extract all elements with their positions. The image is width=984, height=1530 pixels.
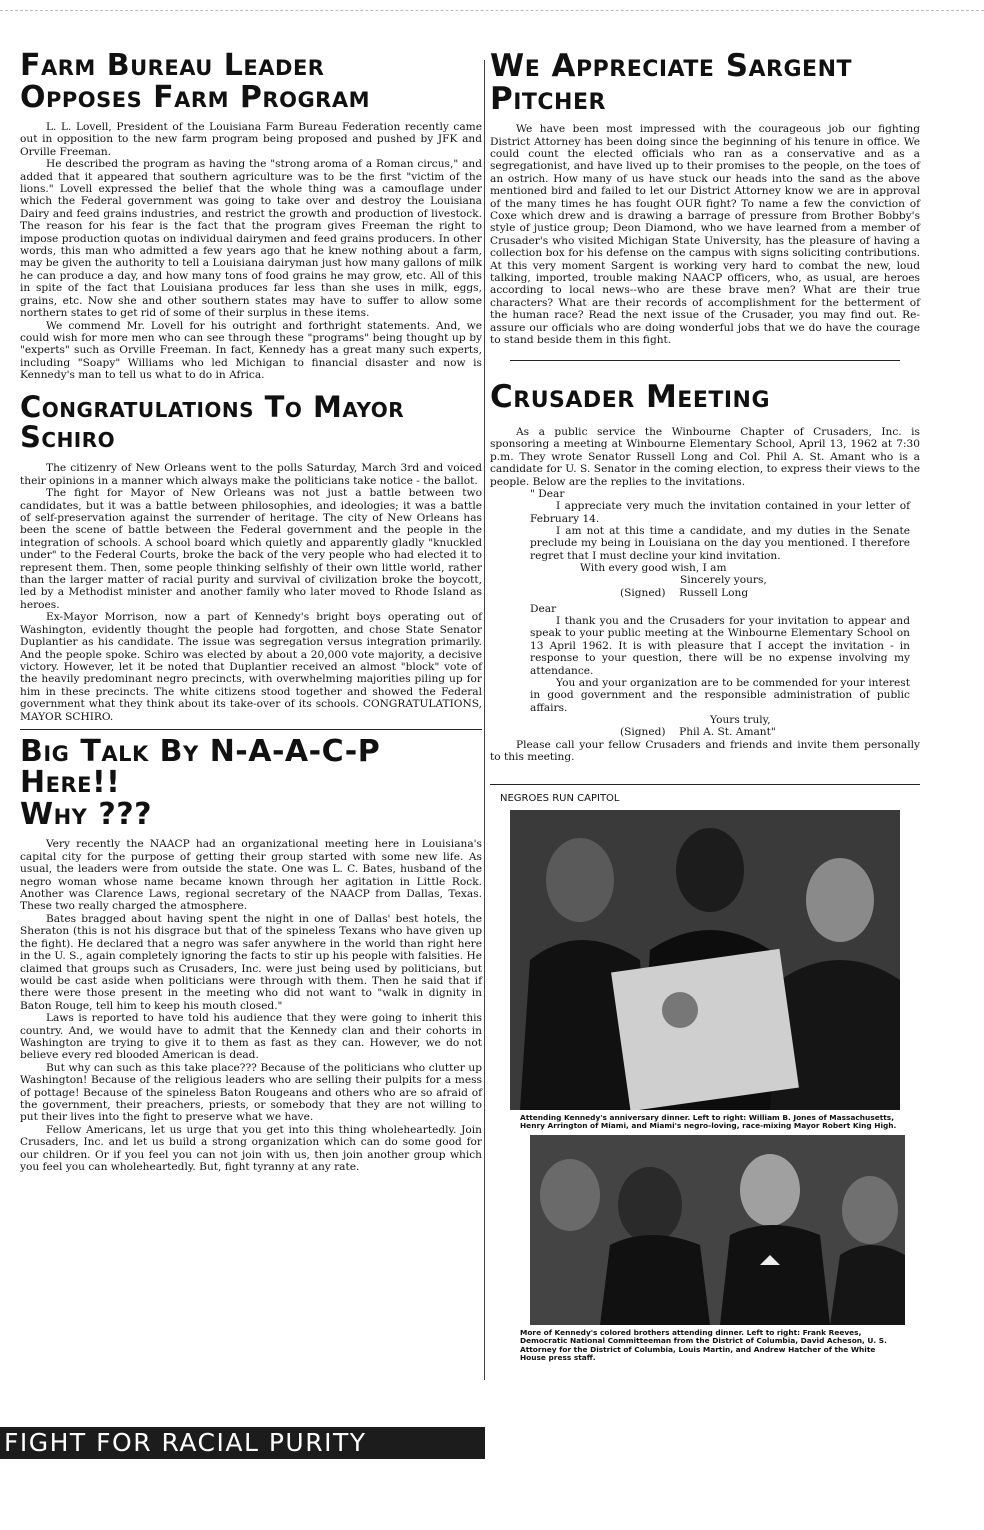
photo-caption-1: Attending Kennedy's anniversary dinner. Left to right: William B. Jones of Massachusetts, Henry Arrington of Miami, and Miami's negro-loving, race-mixing Mayor Robert King High. xyxy=(520,1112,897,1131)
dinner-photo-2 xyxy=(530,1135,905,1325)
article-pitcher xyxy=(490,50,920,346)
column-divider xyxy=(484,60,485,1380)
pitcher-paragraph: We have been most impressed with the courageous job our fighting District Attorney has been doing since the beginning of his tenure in office. We could count the elected officials who ran as a conservative and as a segregationist, and have lived up to their promises to the people, on the toes of an ostrich. How many of us have stuck our heads into the sand as the above mentioned bird and failed to let our District Attorney know we are in approval of the many times he has fought OUR fight? To name a few the conviction of Coxe which drew and is drawing a barrage of pressure from Brother Bobby's style of justice group; Deon Diamond, who we have learned from a member of Crusader's who visited Michigan State University, has the pleasure of having a collection box for his defense on the campus with signs soliciting contributions. At this very moment Sargent is working very hard to combat the new, loud talking, imported, trouble making NAACP officers, who, as usual, are heroes according to local news--who are these brave men? What are their true characters? What are their records of accomplishment for the betterment of the human race? Read the next issue of the Crusader, you may find out. Re-assure our officials who are doing wonderful jobs that we do have the courage to stand beside them in this fight. xyxy=(490,123,920,346)
signed-label: (Signed) xyxy=(620,726,666,739)
naacp-paragraph: Laws is reported to have told his audience that they were going to inherit this country. And, we would have to admit that the Kennedy clan and their cohorts in Washington are trying to give it to them as fast as they can. However, we do not believe every red blooded American is dead. xyxy=(20,1012,482,1062)
naacp-paragraph: Fellow Americans, let us urge that you get into this thing wholeheartedly. Join Crusaders, Inc. and let us build a strong organization which can do some good for our children. Or if you feel you can not join with us, then join another group which you feel you can wholeheartedly. But, fight tyranny at any rate. xyxy=(20,1123,482,1173)
signer-name: Phil A. St. Amant" xyxy=(679,726,776,739)
meeting-outro: Please call your fellow Crusaders and friends and invite them personally to this meeting. xyxy=(490,738,920,764)
letter-closing: Yours truly, xyxy=(710,714,771,727)
farm-paragraph: We commend Mr. Lovell for his outright and forthright statements. And, we could wish for more men who can see through these "programs" being thought up by "experts" such as Orville Freeman. In fact, Kennedy has a great many such experts, including "Soapy" Williams who led Michigan to financial disaster and now is Kennedy's man to tell us what to do in Africa. xyxy=(20,319,482,382)
pitcher-headline: We Appreciate Sargent Pitcher xyxy=(490,48,852,117)
naacp-paragraph: Bates bragged about having spent the night in one of Dallas' best hotels, the Sheraton (this is not his disgrace but that of the spineless Texans who have given up the fight). He declared that a negro was safer anywhere in the world than right here in the U. S., again completely ignoring the facts to stir up his people with falsities. He claimed that groups such as Crusaders, Inc. were just being used by politicians, but would be cast aside when politicians were through with them. Then he said that if there were those present in the meeting who did not want to "walk in dignity in Baton Rouge, tell him to keep his mouth closed." xyxy=(20,912,482,1012)
farm-paragraph: L. L. Lovell, President of the Louisiana Farm Bureau Federation recently came out in opposition to the new farm program being proposed and pushed by JFK and Orville Freeman. xyxy=(20,121,482,158)
letter-body: I am not at this time a candidate, and my duties in the Senate preclude my being in Louisiana on the day you mentioned. I therefore regret that I must decline your kind invitation. xyxy=(530,525,910,562)
photo-section xyxy=(490,793,920,1364)
top-rule xyxy=(0,10,984,12)
letter-body: I appreciate very much the invitation contained in your letter of February 14. xyxy=(530,500,910,525)
letter-body: I thank you and the Crusaders for your invitation to appear and speak to your public meeting at the Winbourne Elementary School on 13 April 1962. It is with pleasure that I accept the invitation - in response to your question, there will be no expense involving my attendance. xyxy=(530,615,910,677)
letter-signature xyxy=(620,587,910,599)
left-column xyxy=(20,50,482,1173)
section-rule xyxy=(510,360,900,361)
letter-salutation: " Dear xyxy=(530,487,565,500)
naacp-paragraph: But why can such as this take place??? Because of the politicians who clutter up Washington! Because of the religious leaders who are selling their pulpits for a mess of pottage! Because of the spineless Baton Rougeans and others who are so afraid of the government, their preachers, priests, or somebody that they are not willing to put their lives into the fight to preserve what we have. xyxy=(20,1061,482,1124)
right-column xyxy=(490,50,920,1363)
dinner-photo-1 xyxy=(510,810,900,1110)
article-schiro xyxy=(20,389,482,723)
farm-headline-line2: Opposes Farm Program xyxy=(20,79,371,115)
farm-paragraph: He described the program as having the "strong aroma of a Roman circus," and added that it appeared that southern agriculture was to be the first "victim of the lions." Lovell expressed the belief that the whole thing was a camouflage under which the Federal government was going to take over and destroy the Louisiana Dairy and feed grains industries, and restrict the growth and production of livestock. The reason for his fear is the fact that the program gives Freeman the right to impose production quotas on individual dairymen and feed grains producers. In other words, this man who admitted a few years ago that he knew nothing about a farm, may be given the authority to tell a Louisiana dairyman just how many gallons of milk he can produce a day, and how many tons of food grains he may grow, etc. All of this in spite of the fact that Louisiana produces far less than she uses in milk, eggs, grains, etc. Now she and other southern states may have to suffer to allow some northern states to get rid of some of their surplus in these items. xyxy=(20,158,482,320)
photo-header: NEGROES RUN CAPITOL xyxy=(500,792,620,804)
letter-signature xyxy=(620,726,910,738)
letter-salutation: Dear xyxy=(530,602,557,615)
schiro-paragraph: The fight for Mayor of New Orleans was not just a battle between two candidates, but it was a battle between philosophies, and ideologies; it was a battle of self-preservation against the surrender of heritage. The city of New Orleans has been the scene of battle between the Federal government and the people in the integration of schools. A school board which quietly and apparently gladly "knuckled under" to the Federal Courts, broke the back of the very people who had elected it to represent them. Then, some people thinking selfishly of their own little world, rather than the larger matter of racial purity and survival of civilization broke the boycott, led by a Methodist minister and another family who later moved to Rhode Island as heroes. xyxy=(20,487,482,611)
naacp-paragraph: Very recently the NAACP had an organizational meeting here in Louisiana's capital city for the purpose of getting their group started with some new life. As usual, the leaders were from outside the state. One was L. C. Bates, husband of the negro woman whose name became known through her agitation in Little Rock. Another was Clarence Laws, regional secretary of the NAACP from Dallas, Texas. These two really charged the atmosphere. xyxy=(20,838,482,913)
meeting-intro: As a public service the Winbourne Chapter of Crusaders, Inc. is sponsoring a meeting at Winbourne Elementary School, April 13, 1962 at 7:30 p.m. They wrote Senator Russell Long and Col. Phil A. St. Amant who is a candidate for U. S. Senator in the coming election, to express their views to the people. Below are the replies to the invitations. xyxy=(490,425,920,488)
section-rule xyxy=(20,729,482,730)
letter-st-amant xyxy=(530,603,910,739)
bottom-banner: FIGHT FOR RACIAL PURITY xyxy=(0,1427,485,1459)
farm-headline-line1: Farm Bureau Leader xyxy=(20,48,325,83)
section-rule xyxy=(490,784,920,785)
letter-body: You and your organization are to be commended for your interest in good government and the responsible administration of public affairs. xyxy=(530,677,910,714)
meeting-headline: Crusader Meeting xyxy=(490,379,771,416)
schiro-paragraph: Ex-Mayor Morrison, now a part of Kennedy's bright boys operating out of Washington, evidently thought the people had forgotten, and chose State Senator Duplantier as his candidate. The issue was segregation versus integration primarily. And the people spoke. Schiro was elected by about a 20,000 vote majority, a decisive victory. However, let it be noted that Duplantier received an almost "block" vote of the heavily predominant negro precincts, with overwhelming majorities piling up for him in these precincts. The white citizens stood together and showed the Federal government what they think about its take-over of its schools. CONGRATULATIONS, MAYOR SCHIRO. xyxy=(20,611,482,723)
article-crusader-meeting xyxy=(490,381,920,763)
naacp-headline-line2: Why ??? xyxy=(20,796,153,832)
signer-name: Russell Long xyxy=(679,586,749,599)
signed-label: (Signed) xyxy=(620,586,666,599)
photo-caption-2: More of Kennedy's colored brothers attending dinner. Left to right: Frank Reeves, Democratic National Committeeman from the District of Columbia, David Acheson, U. S. Attorney for the District of Columbia, Louis Martin, and Andrew Hatcher of the White House press staff. xyxy=(520,1327,887,1363)
letter-closing: Sincerely yours, xyxy=(680,574,767,587)
article-farm-bureau xyxy=(20,50,482,382)
schiro-paragraph: The citizenry of New Orleans went to the polls Saturday, March 3rd and voiced their opinions in a manner which always make the politicians take notice - the ballot. xyxy=(20,462,482,487)
naacp-headline-line1: Big Talk By N-A-A-C-P Here!! xyxy=(20,733,381,801)
letter-russell-long xyxy=(530,488,910,599)
article-naacp xyxy=(20,733,482,1173)
schiro-headline: Congratulations To Mayor Schiro xyxy=(20,389,405,454)
letter-closing: With every good wish, I am xyxy=(580,562,727,575)
